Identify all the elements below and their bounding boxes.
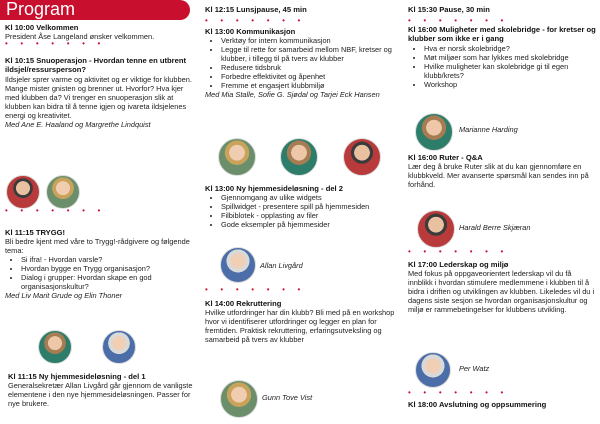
session-heading: Kl 10:15 Snuoperasjon - Hvordan tenne en utbrent ildsjel/ressursperson? [5,56,187,75]
dot-separator: • • • • • • • [408,390,509,397]
session-lunsj [205,5,397,25]
speaker-photo [218,138,256,176]
list-item: • Hvordan bygge en Trygg organisasjon? [21,264,195,273]
session-heading: Kl 16:00 Muligheter med skolebridge - for kretser og klubber som ikke er i gang [408,25,596,44]
list-item: • Workshop [424,80,597,89]
topic-list [5,255,195,291]
speaker-photo [220,380,258,418]
session-heading: Kl 11:15 TRYGG! [5,228,66,237]
dot-separator: • • • • • • • [205,18,306,26]
session-text: Med fokus på oppgaveorientert lederskap vil du få innblikk i hvordan stimulere medlemmene i klubben til å bidra i driften og utviklingen av klubben. Likeledes vil du i dagens siste sesjon se hvordan organisasjonskultur og miljø er rammebetingelser for klubbens utvikling. [408,269,595,315]
list-item: • Filbiblotek - opplasting av filer [221,211,397,220]
session-heading: Kl 10:00 Velkommen [5,23,79,32]
session-avslutning [408,400,597,409]
session-ruter [408,153,597,189]
speaker-photo [220,247,256,283]
list-item: • Møt miljøer som har lykkes med skolebridge [424,53,597,62]
speaker-photo [417,210,455,248]
speaker-caption: Per Watz [459,364,490,373]
speaker-photo [415,113,453,151]
list-item: • Redusere tidsbruk [221,63,397,72]
topic-list [205,193,397,229]
list-item: • Hva er norsk skolebridge? [424,44,597,53]
session-heading: Kl 16:00 Ruter - Q&A [408,153,483,162]
list-item: • Verktøy for intern kommunikasjon [221,36,397,45]
speaker-caption: Marianne Harding [459,125,518,134]
session-text: Generalsekretær Allan Livgård går gjennom de vanligste elementene i den nye hjemmesideløsningen. Passer for nye brukere. [8,381,193,409]
session-snuoperasjon [5,56,195,129]
topic-list [408,44,597,89]
speaker-photo [6,175,40,209]
speaker-photo [343,138,381,176]
speaker-photo [38,330,72,364]
list-item: • Fremme et engasjert klubbmiljø [221,81,397,90]
dot-separator: • • • • • • • [5,41,106,49]
program-banner [0,0,190,20]
session-credit: Med Liv Marit Grude og Elin Thoner [5,291,123,301]
column-2 [200,0,400,424]
speaker-photo [415,352,451,388]
dot-separator: • • • • • • • [205,287,306,294]
topic-list [205,36,397,90]
list-item: • Forbedre effektivitet og åpenhet [221,72,397,81]
session-credit: Med Ane E. Haaland og Margrethe Lindquist [5,119,151,129]
session-heading: Kl 11:15 Ny hjemmesideløsning - del 1 [8,372,146,381]
session-heading: Kl 15:30 Pause, 30 min [408,5,490,14]
session-text: Lær deg å bruke Ruter slik at du kan gjennomføre en klubbkveld. Mer avanserte spørsmål kan sendes inn på forhånd. [408,162,589,190]
session-kommunikasjon [205,27,397,99]
session-trygg [5,228,195,300]
column-3 [403,0,600,424]
session-heading: Kl 14:00 Rekruttering [205,299,282,308]
list-item: • Dialog i grupper: Hvordan skape en god organisasjonskultur? [21,273,195,291]
dot-separator: • • • • • • • [408,249,509,256]
session-text: President Åse Langeland ønsker velkommen. [5,32,155,42]
session-text: Bli bedre kjent med våre to Trygg!-rådgivere og følgende tema: [5,237,190,256]
session-heading: Kl 12:15 Lunsjpause, 45 min [205,5,307,14]
session-heading: Kl 13:00 Kommunikasjon [205,27,296,36]
speaker-photo [102,330,136,364]
list-item: • Hvilke muligheter kan skolebridge gi til egen klubb/krets? [424,62,597,80]
speaker-caption: Harald Berre Skjæran [459,223,531,232]
session-lederskap [408,260,597,314]
list-item: • Gjennomgang av ulike widgets [221,193,397,202]
speaker-caption: Gunn Tove Vist [262,393,313,402]
list-item: • Gode eksempler på hjemmesider [221,220,397,229]
speaker-photo [280,138,318,176]
session-credit: Med Mia Stalle, Sofie G. Sjødal og Tarjei Eck Hansen [205,90,380,100]
dot-separator: • • • • • • • [408,18,509,26]
session-hjemmeside-2 [205,184,397,229]
session-heading: Kl 13:00 Ny hjemmesideløsning - del 2 [205,184,343,193]
session-pause [408,5,597,25]
session-hjemmeside-1 [5,372,195,408]
session-heading: Kl 17:00 Lederskap og miljø [408,260,509,269]
speaker-caption: Allan Livgård [260,261,303,270]
session-welcome [5,23,195,48]
dot-separator: • • • • • • • [5,208,106,215]
session-text: Ildsjeler sprer varme og aktivitet og er viktige for klubben. Mange mister gnisten og brenner ut. Hvorfor? Hva kjer med klubben da? Vi trenger en snuoperasjon slik at klubben kan bidra til å tenne igjen og ivareta ildsjelenes energi og kreativitet. [5,74,192,120]
list-item: • Legge til rette for samarbeid mellom NBF, kretser og klubber, i tillegg til på tvers av klubber [221,45,397,63]
speaker-photo [46,175,80,209]
banner-title: Program [6,0,76,19]
session-rekruttering [205,299,397,344]
column-1 [0,0,198,424]
list-item: • Spillwidget - presentere spill på hjemmesiden [221,202,397,211]
session-text: Hvilke utfordringer har din klubb? Bli med på en workshop hvor vi identifiserer utfordringer og legger en plan for fremtiden. Praktisk rekruttering, erfaringsutveksling og samarbeid på tvers av klubber [205,308,395,345]
session-skolebridge [408,25,597,89]
list-item: • Si ifra! - Hvordan varsle? [21,255,195,264]
session-heading: Kl 18:00 Avslutning og oppsummering [408,400,547,409]
